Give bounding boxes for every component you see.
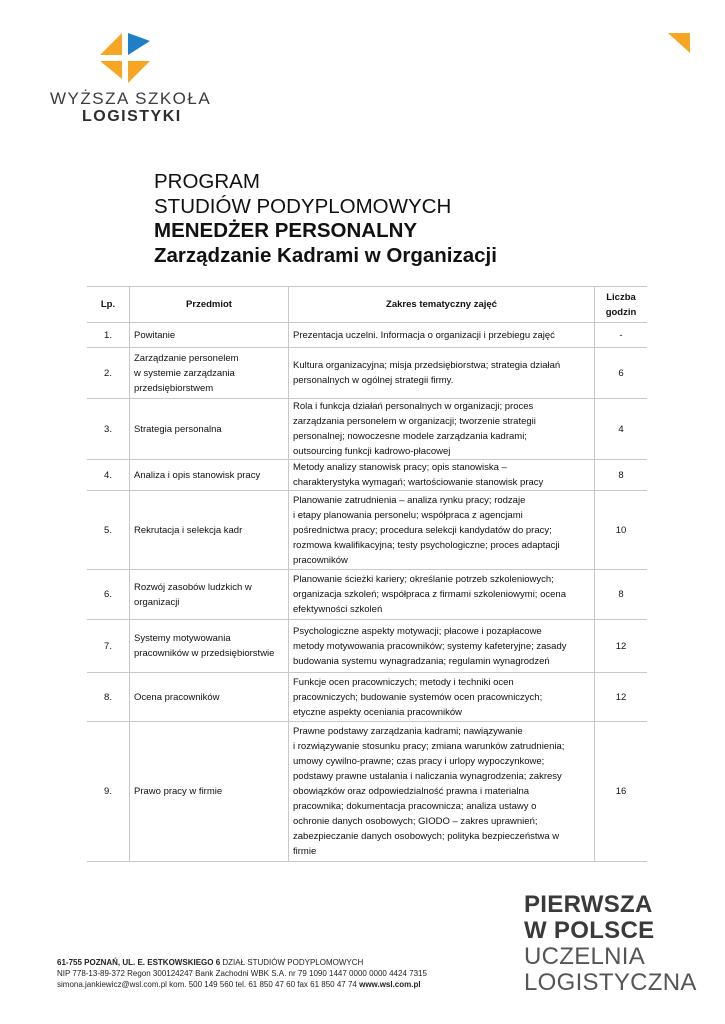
row-lp: 8. <box>87 673 130 722</box>
row-scope <box>289 620 595 673</box>
row-subject-line: Powitanie <box>134 329 176 341</box>
table-row <box>87 491 647 570</box>
row-scope <box>289 570 595 620</box>
row-scope-line: umowy cywilno-prawne; czas pracy i urlopy wypoczynkowe; <box>293 756 545 767</box>
table-header-row <box>87 287 647 323</box>
table-row <box>87 673 647 722</box>
row-scope-line: pracownika; dokumentacja pracownicza; analiza ustawy o <box>293 801 537 812</box>
row-scope-line: i etapy planowania personelu; współpraca z agencjami <box>293 509 523 521</box>
first-in-poland-badge <box>524 892 714 996</box>
row-scope <box>289 722 595 862</box>
row-hours: 4 <box>595 399 648 460</box>
row-hours: 12 <box>595 620 648 673</box>
row-scope-line: zabezpieczanie danych osobowych; polityka bezpieczeństwa w <box>293 831 560 842</box>
row-hours: - <box>595 323 648 348</box>
footer-contacts <box>57 979 427 990</box>
row-hours: 16 <box>595 722 648 862</box>
row-scope-line: etyczne aspekty oceniania pracowników <box>293 706 462 718</box>
row-subject-line: Rekrutacja i selekcja kadr <box>134 524 243 536</box>
table-row <box>87 620 647 673</box>
row-scope <box>289 491 595 570</box>
row-scope-line: efektywności szkoleń <box>293 604 383 615</box>
title-line-program: PROGRAM <box>154 170 260 193</box>
row-scope-line: charakterystyka wymagań; wartościowanie stanowisk pracy <box>293 477 544 488</box>
footer-address <box>57 957 427 968</box>
header-hours <box>595 287 648 323</box>
row-lp: 9. <box>87 722 130 862</box>
row-lp: 4. <box>87 460 130 491</box>
row-subject-line: Ocena pracowników <box>134 691 220 703</box>
header-subject: Przedmiot <box>130 287 289 323</box>
row-subject-line: pracowników w przedsiębiorstwie <box>134 648 275 659</box>
row-scope-line: personalnej; nowoczesne modele zarządzania kadrami; <box>293 431 527 442</box>
header-hours-line1: Liczba <box>606 291 636 303</box>
badge-line1: PIERWSZA <box>524 891 653 918</box>
row-subject-line: Rozwój zasobów ludzkich w <box>134 581 252 593</box>
footer-address-bold: 61-755 POZNAŃ, UL. E. ESTKOWSKIEGO 6 <box>57 958 221 967</box>
row-lp: 5. <box>87 491 130 570</box>
row-hours: 12 <box>595 673 648 722</box>
row-lp: 2. <box>87 348 130 399</box>
row-scope-line: Prawne podstawy zarządzania kadrami; nawiązywanie <box>293 726 523 737</box>
program-table <box>87 286 647 862</box>
row-subject <box>130 460 289 491</box>
table-row <box>87 460 647 491</box>
row-subject-line: w systemie zarządzania <box>134 367 235 379</box>
footer-registration: NIP 778-13-89-372 Regon 300124247 Bank Zachodni WBK S.A. nr 79 1090 1447 0000 0000 4424 7315 <box>57 969 427 979</box>
footer-contact <box>57 957 427 991</box>
row-scope-line: pośrednictwa pracy; procedura selekcji kandydatów do pracy; <box>293 524 552 536</box>
footer-website-link[interactable]: www.wsl.com.pl <box>359 980 421 990</box>
row-scope <box>289 673 595 722</box>
title-line-subtitle: Zarządzanie Kadrami w Organizacji <box>154 243 497 267</box>
row-lp: 3. <box>87 399 130 460</box>
row-hours: 8 <box>595 570 648 620</box>
table-row <box>87 348 647 399</box>
row-hours: 6 <box>595 348 648 399</box>
header-hours-line2: godzin <box>605 306 637 318</box>
row-scope-line: Planowanie zatrudnienia – analiza rynku pracy; rodzaje <box>293 494 526 506</box>
row-scope-line: Metody analizy stanowisk pracy; opis stanowiska – <box>293 462 507 473</box>
row-scope-line: i rozwiązywanie stosunku pracy; zmiana warunków zatrudnienia; <box>293 741 565 752</box>
row-subject-line: Zarządzanie personelem <box>134 352 239 364</box>
badge-line3: UCZELNIA <box>524 943 646 970</box>
badge-line4: LOGISTYCZNA <box>524 969 697 996</box>
row-scope <box>289 348 595 399</box>
row-scope-line: metody motywowania pracowników; systemy kafeteryjne; zasady <box>293 640 567 652</box>
row-subject-line: organizacji <box>134 596 180 608</box>
row-scope <box>289 460 595 491</box>
row-hours: 8 <box>595 460 648 491</box>
row-scope-line: rozmowa kwalifikacyjna; testy psychologiczne; proces adaptacji <box>293 539 560 551</box>
row-scope-line: pracowniczych; budowanie systemów ocen pracowniczych; <box>293 691 543 703</box>
header-scope: Zakres tematyczny zajęć <box>289 287 595 323</box>
row-lp: 1. <box>87 323 130 348</box>
table-row <box>87 570 647 620</box>
logo-text-line1: WYŻSZA SZKOŁA <box>50 89 212 108</box>
corner-triangle-icon <box>668 33 692 55</box>
logo-text-line2: LOGISTYKI <box>82 108 182 125</box>
row-subject <box>130 673 289 722</box>
row-subject <box>130 323 289 348</box>
row-subject <box>130 399 289 460</box>
school-logo <box>50 33 210 128</box>
title-line-studies: STUDIÓW PODYPLOMOWYCH <box>154 194 452 218</box>
row-subject-line: Systemy motywowania <box>134 633 231 644</box>
school-logo-icon <box>100 33 160 83</box>
row-scope-line: Psychologiczne aspekty motywacji; płacowe i pozapłacowe <box>293 625 542 637</box>
row-scope-line: budowania systemu wynagradzania; regulamin wynagrodzeń <box>293 655 550 667</box>
row-scope-line: podstawy prawne ustalania i naliczania wynagrodzenia; zakresy <box>293 771 562 782</box>
table-row <box>87 399 647 460</box>
row-lp: 7. <box>87 620 130 673</box>
title-line-manager: MENEDŻER PERSONALNY <box>154 219 418 242</box>
row-scope-line: pracowników <box>293 554 348 566</box>
row-scope-line: zarządzania personelem w organizacji; tworzenie strategii <box>293 416 536 427</box>
row-subject <box>130 348 289 399</box>
row-subject-line: Prawo pracy w firmie <box>134 786 223 797</box>
row-scope <box>289 399 595 460</box>
row-subject <box>130 570 289 620</box>
table-row <box>87 722 647 862</box>
badge-line2: W POLSCE <box>524 917 655 944</box>
row-scope-line: Funkcje ocen pracowniczych; metody i techniki ocen <box>293 676 514 688</box>
row-scope <box>289 323 595 348</box>
row-scope-line: Prezentacja uczelni. Informacja o organizacji i przebiegu zajęć <box>293 329 555 341</box>
row-scope-line: firmie <box>293 846 317 857</box>
row-scope-line: ochronie danych osobowych; GIODO – zakres uprawnień; <box>293 816 538 827</box>
row-scope-line: personalnych w ogólnej strategii firmy. <box>293 375 454 386</box>
row-subject-line: przedsiębiorstwem <box>134 382 214 394</box>
header-lp: Lp. <box>87 287 130 323</box>
footer-phones: simona.jankiewicz@wsl.com.pl kom. 500 149 560 tel. 61 850 47 60 fax 61 850 47 74 <box>57 980 357 990</box>
row-scope-line: obowiązków oraz odpowiedzialność prawna i materialna <box>293 786 530 797</box>
row-scope-line: Rola i funkcja działań personalnych w organizacji; proces <box>293 401 534 412</box>
row-hours: 10 <box>595 491 648 570</box>
row-subject-line: Strategia personalna <box>134 423 222 435</box>
row-subject <box>130 620 289 673</box>
row-subject <box>130 491 289 570</box>
row-lp: 6. <box>87 570 130 620</box>
row-scope-line: Planowanie ścieżki kariery; określanie potrzeb szkoleniowych; <box>293 574 554 585</box>
footer-address-rest: DZIAŁ STUDIÓW PODYPLOMOWYCH <box>220 958 364 967</box>
row-subject <box>130 722 289 862</box>
row-scope-line: Kultura organizacyjna; misja przedsiębiorstwa; strategia działań <box>293 360 561 371</box>
table-row <box>87 323 647 348</box>
row-scope-line: outsourcing funkcji kadrowo-płacowej <box>293 446 451 457</box>
program-title <box>154 170 497 268</box>
row-subject-line: Analiza i opis stanowisk pracy <box>134 469 261 481</box>
row-scope-line: organizacja szkoleń; współpraca z firmami szkoleniowymi; ocena <box>293 589 566 600</box>
